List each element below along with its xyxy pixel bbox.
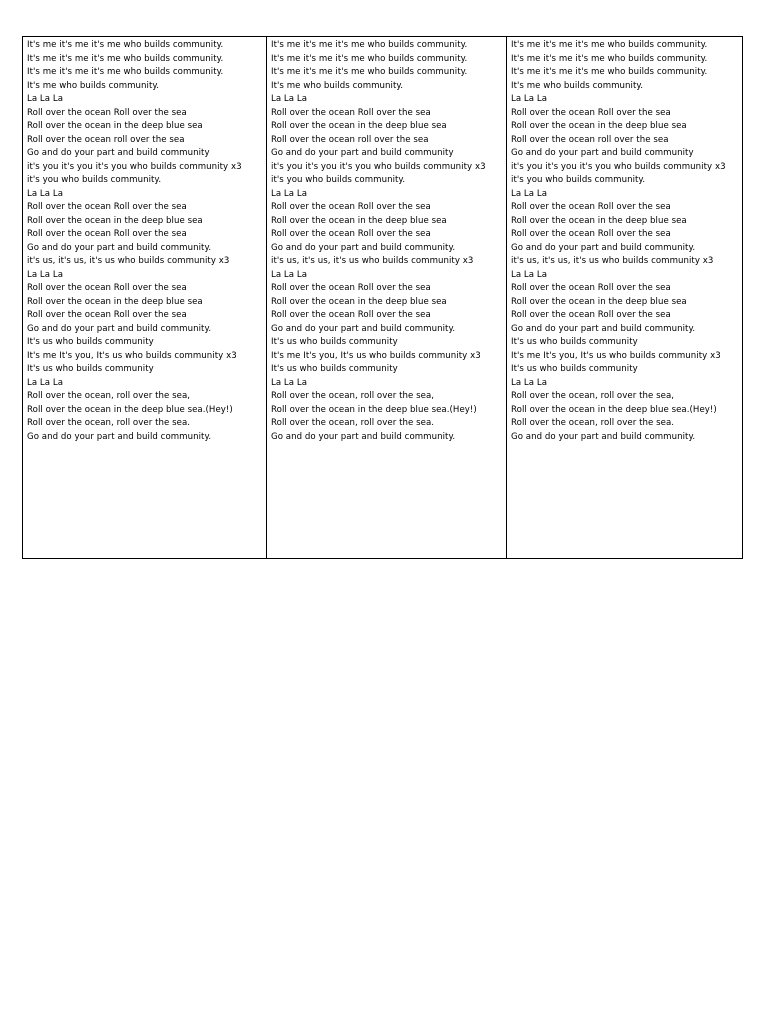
lyric-line: Roll over the ocean Roll over the sea — [511, 229, 671, 239]
lyric-line: Roll over the ocean in the deep blue sea — [511, 215, 687, 226]
lyric-line: Roll over the ocean, roll over the sea. — [271, 418, 435, 428]
lyric-line: Roll over the ocean in the deep blue sea.(Hey!) — [27, 404, 233, 415]
lyrics-column-3 — [507, 37, 743, 559]
lyric-line: It's me who builds community. — [27, 80, 160, 91]
lyric-line: La La La — [271, 269, 308, 280]
lyric-line: Roll over the ocean Roll over the sea — [27, 283, 187, 293]
lyric-line: Go and do your part and build community. — [271, 431, 456, 442]
lyric-line: Go and do your part and build community — [511, 148, 694, 158]
lyric-line: it's us, it's us, it's us who builds community x3 — [271, 256, 474, 266]
lyric-line: It's me it's me it's me who builds community. — [271, 53, 468, 64]
lyric-line: Roll over the ocean in the deep blue sea.(Hey!) — [511, 404, 717, 415]
lyric-line: La La La — [511, 188, 548, 199]
lyric-line: It's us who builds community — [511, 337, 638, 347]
lyric-line: Roll over the ocean, roll over the sea, — [271, 391, 435, 401]
lyric-line: It's us who builds community — [271, 337, 398, 347]
lyric-line: La La La — [511, 269, 548, 280]
lyric-line: Go and do your part and build community. — [511, 323, 696, 334]
lyric-line: La La La — [271, 377, 308, 388]
lyric-line: La La La — [511, 377, 548, 388]
lyric-line: Go and do your part and build community. — [511, 431, 696, 442]
lyric-line: Roll over the ocean Roll over the sea — [511, 107, 671, 118]
lyric-line: it's you it's you it's you who builds community x3 — [271, 161, 486, 172]
lyric-line: Roll over the ocean in the deep blue sea — [511, 121, 687, 131]
lyric-line: It's me it's me it's me who builds community. — [271, 67, 468, 77]
lyric-line: Roll over the ocean in the deep blue sea — [271, 121, 447, 131]
lyric-line: it's you it's you it's you who builds community x3 — [511, 161, 726, 172]
lyric-line: Roll over the ocean Roll over the sea — [27, 202, 187, 212]
lyric-line: Roll over the ocean, roll over the sea, — [511, 391, 675, 401]
lyric-line: La La La — [27, 269, 64, 280]
lyric-line: La La La — [27, 94, 64, 104]
lyric-line: La La La — [271, 188, 308, 199]
lyric-line: Roll over the ocean roll over the sea — [27, 134, 185, 145]
lyrics-column-1 — [23, 37, 267, 559]
lyric-line: La La La — [271, 94, 308, 104]
lyric-line: Roll over the ocean Roll over the sea — [27, 310, 187, 320]
lyric-line: Go and do your part and build community. — [27, 323, 212, 334]
lyric-line: La La La — [511, 94, 548, 104]
lyric-line: Roll over the ocean Roll over the sea — [271, 283, 431, 293]
lyric-line: Roll over the ocean, roll over the sea, — [27, 391, 191, 401]
lyric-line: Roll over the ocean in the deep blue sea — [27, 296, 203, 307]
lyric-line: La La La — [27, 188, 64, 199]
lyric-line: It's me it's me it's me who builds community. — [271, 40, 468, 50]
lyric-line: It's me It's you, It's us who builds community x3 — [27, 350, 237, 361]
lyric-line: Roll over the ocean roll over the sea — [511, 134, 669, 145]
lyric-line: Roll over the ocean, roll over the sea. — [27, 418, 191, 428]
lyric-line: Go and do your part and build community — [27, 148, 210, 158]
lyric-line: it's us, it's us, it's us who builds community x3 — [511, 256, 714, 266]
lyric-line: It's me it's me it's me who builds community. — [27, 67, 224, 77]
lyric-line: It's me it's me it's me who builds community. — [511, 67, 708, 77]
lyric-line: Roll over the ocean Roll over the sea — [511, 283, 671, 293]
lyric-line: Roll over the ocean roll over the sea — [271, 134, 429, 145]
lyric-line: Go and do your part and build community. — [27, 431, 212, 442]
lyric-line: It's us who builds community — [271, 364, 398, 374]
lyric-line: It's me who builds community. — [271, 80, 404, 91]
lyric-line: Go and do your part and build community — [271, 148, 454, 158]
lyric-line: Roll over the ocean Roll over the sea — [271, 310, 431, 320]
lyric-line: It's me it's me it's me who builds community. — [511, 40, 708, 50]
lyric-line: It's me It's you, It's us who builds community x3 — [271, 350, 481, 361]
lyric-line: Roll over the ocean, roll over the sea. — [511, 418, 675, 428]
lyric-line: it's you who builds community. — [271, 175, 406, 185]
lyric-line: it's you who builds community. — [27, 175, 162, 185]
lyric-line: Roll over the ocean in the deep blue sea — [511, 296, 687, 307]
lyric-line: Roll over the ocean Roll over the sea — [27, 229, 187, 239]
lyric-line: Go and do your part and build community. — [511, 242, 696, 253]
lyric-line: It's me it's me it's me who builds community. — [27, 53, 224, 64]
lyric-line: Roll over the ocean in the deep blue sea — [271, 215, 447, 226]
lyric-line: Roll over the ocean Roll over the sea — [271, 107, 431, 118]
lyrics-column-2 — [267, 37, 507, 559]
lyric-line: It's me it's me it's me who builds community. — [27, 40, 224, 50]
lyric-line: it's us, it's us, it's us who builds community x3 — [27, 256, 230, 266]
lyric-line: Go and do your part and build community. — [271, 242, 456, 253]
lyrics-row — [23, 37, 743, 559]
lyric-line: Roll over the ocean in the deep blue sea — [271, 296, 447, 307]
lyric-line: It's me It's you, It's us who builds community x3 — [511, 350, 721, 361]
lyric-line: It's us who builds community — [27, 364, 154, 374]
lyric-line: Roll over the ocean in the deep blue sea — [27, 215, 203, 226]
lyrics-table — [22, 36, 743, 559]
lyric-line: Roll over the ocean Roll over the sea — [511, 310, 671, 320]
lyric-line: Roll over the ocean Roll over the sea — [511, 202, 671, 212]
lyric-line: It's me it's me it's me who builds community. — [511, 53, 708, 64]
lyric-line: It's us who builds community — [511, 364, 638, 374]
lyric-line: Roll over the ocean in the deep blue sea.(Hey!) — [271, 404, 477, 415]
lyric-line: It's us who builds community — [27, 337, 154, 347]
lyric-line: Roll over the ocean Roll over the sea — [271, 202, 431, 212]
lyric-line: La La La — [27, 377, 64, 388]
lyric-line: it's you who builds community. — [511, 175, 646, 185]
lyric-line: Go and do your part and build community. — [271, 323, 456, 334]
lyric-line: Roll over the ocean in the deep blue sea — [27, 121, 203, 131]
lyric-line: It's me who builds community. — [511, 80, 644, 91]
lyric-line: it's you it's you it's you who builds community x3 — [27, 161, 242, 172]
lyric-line: Roll over the ocean Roll over the sea — [271, 229, 431, 239]
lyric-line: Roll over the ocean Roll over the sea — [27, 107, 187, 118]
lyric-line: Go and do your part and build community. — [27, 242, 212, 253]
